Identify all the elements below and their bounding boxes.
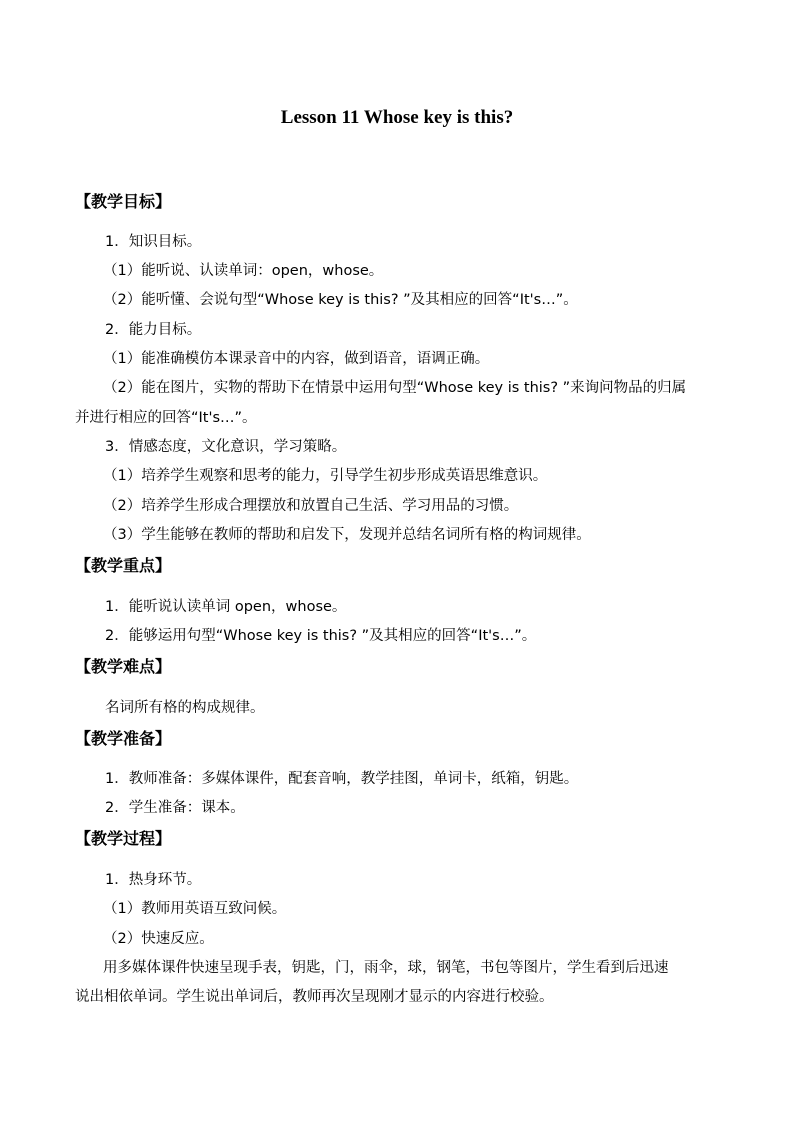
key-points-line: 2．能够运用句型“Whose key is this? ”及其相应的回答“It's…”。 — [105, 628, 537, 644]
process-line: （1）教师用英语互致问候。 — [103, 901, 287, 917]
key-points-line: 1．能听说认读单词 open，whose。 — [105, 599, 347, 615]
section-heading-difficulties: 【教学难点】 — [75, 657, 172, 676]
process-line: 1．热身环节。 — [105, 872, 202, 888]
difficulties-line: 名词所有格的构成规律。 — [105, 700, 265, 716]
process-line: 说出相依单词。学生说出单词后，教师再次呈现刚才显示的内容进行校验。 — [75, 989, 554, 1005]
section-heading-process: 【教学过程】 — [75, 829, 172, 848]
document-title: Lesson 11 Whose key is this? — [280, 107, 514, 128]
objectives-line: （3）学生能够在教师的帮助和启发下，发现并总结名词所有格的构词规律。 — [103, 527, 591, 543]
process-line: 用多媒体课件快速呈现手表，钥匙，门，雨伞，球，钢笔，书包等图片，学生看到后迅速 — [103, 960, 669, 976]
objectives-line: （2）培养学生形成合理摆放和放置自己生活、学习用品的习惯。 — [103, 498, 519, 514]
section-heading-objectives: 【教学目标】 — [75, 192, 172, 211]
preparation-line: 1．教师准备：多媒体课件，配套音响，教学挂图，单词卡，纸箱，钥匙。 — [105, 771, 579, 787]
objectives-line: （1）培养学生观察和思考的能力，引导学生初步形成英语思维意识。 — [103, 468, 548, 484]
objectives-line: 2．能力目标。 — [105, 322, 202, 338]
objectives-line: （1）能准确模仿本课录音中的内容，做到语音，语调正确。 — [103, 351, 490, 367]
section-heading-key-points: 【教学重点】 — [75, 556, 172, 575]
objectives-line: （2）能听懂、会说句型“Whose key is this? ”及其相应的回答“It's…”。 — [103, 292, 578, 308]
objectives-line: 3．情感态度，文化意识，学习策略。 — [105, 439, 347, 455]
preparation-line: 2．学生准备：课本。 — [105, 800, 245, 816]
objectives-line: （2）能在图片，实物的帮助下在情景中运用句型“Whose key is this? ”来询问物品的归属 — [103, 380, 687, 396]
section-heading-preparation: 【教学准备】 — [75, 729, 172, 748]
process-line: （2）快速反应。 — [103, 931, 214, 947]
objectives-line: （1）能听说、认读单词：open，whose。 — [103, 263, 384, 279]
objectives-line: 1．知识目标。 — [105, 234, 202, 250]
objectives-line: 并进行相应的回答“It's…”。 — [75, 410, 257, 426]
